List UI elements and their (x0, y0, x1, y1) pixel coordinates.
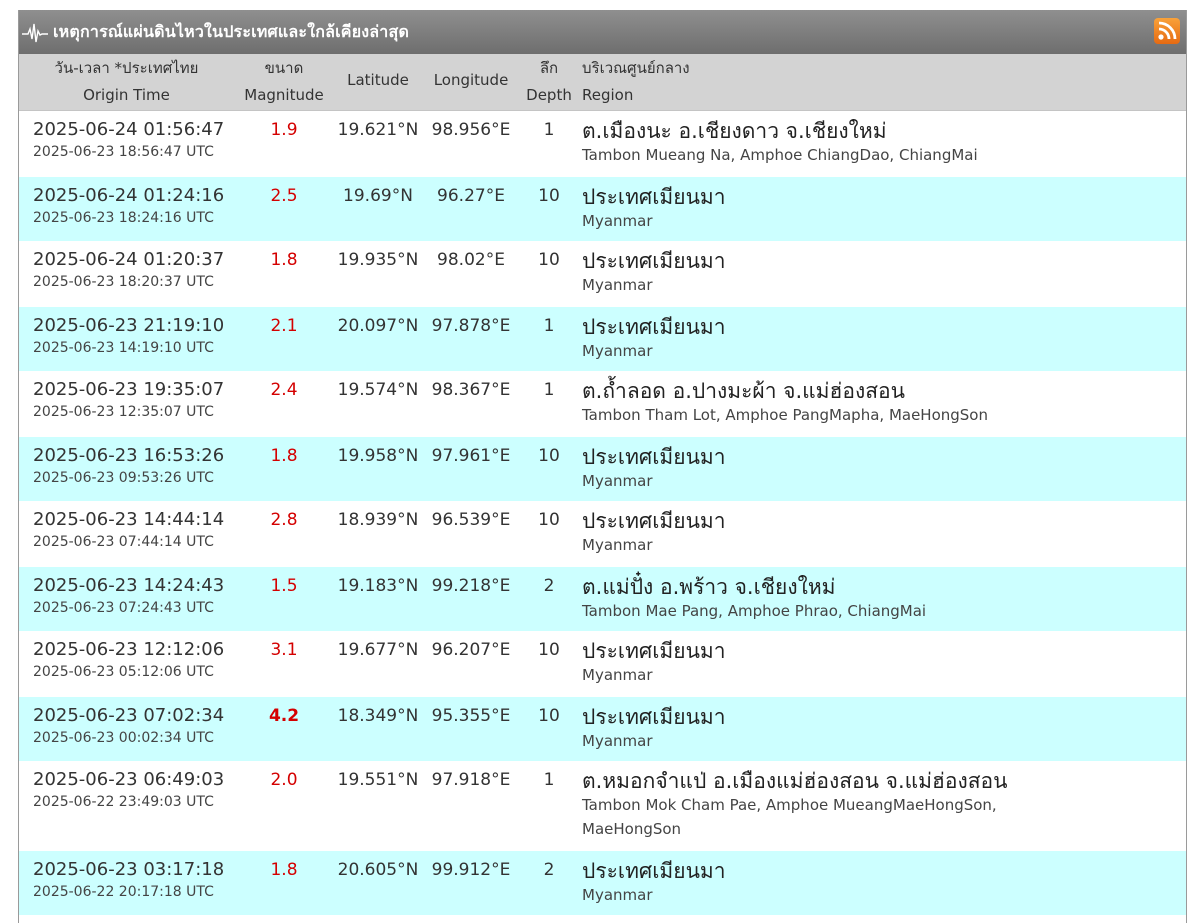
longitude-value: 96.539°E (431, 510, 511, 530)
region-english: Myanmar (582, 886, 653, 904)
origin-time-cell (19, 111, 234, 177)
latitude-value: 19.621°N (337, 120, 419, 140)
local-time: 2025-06-23 14:44:14 (33, 509, 225, 530)
local-time: 2025-06-24 01:20:37 (33, 249, 225, 270)
region-thai: ประเทศเมียนมา (582, 315, 726, 339)
longitude-value: 97.878°E (431, 316, 511, 336)
header-depth: ลึก Depth (526, 59, 572, 104)
latitude-cell (334, 111, 422, 177)
depth-cell (520, 501, 578, 567)
region-thai: ต.เมืองนะ อ.เชียงดาว จ.เชียงใหม่ (582, 119, 887, 143)
longitude-value: 99.912°E (431, 860, 511, 880)
origin-time-cell (19, 501, 234, 567)
table-row (19, 177, 1186, 241)
local-time: 2025-06-23 07:02:34 (33, 705, 225, 726)
utc-time: 2025-06-23 05:12:06 UTC (33, 664, 214, 680)
table-row (19, 111, 1186, 177)
local-time: 2025-06-24 01:56:47 (33, 119, 225, 140)
origin-time-cell (19, 307, 234, 371)
region-thai: ต.หมอกจำแป่ อ.เมืองแม่ฮ่องสอน จ.แม่ฮ่องสอน (582, 769, 1008, 793)
header-magnitude: ขนาด Magnitude (244, 59, 324, 104)
local-time: 2025-06-23 16:53:26 (33, 445, 225, 466)
depth-value: 1 (543, 770, 555, 790)
region-english: Myanmar (582, 212, 653, 230)
utc-time: 2025-06-22 20:17:18 UTC (33, 884, 214, 900)
utc-time: 2025-06-23 07:44:14 UTC (33, 534, 214, 550)
magnitude-value: 2.5 (270, 186, 298, 206)
magnitude-value: 2.0 (270, 770, 298, 790)
region-english: Tambon Tham Lot, Amphoe PangMapha, MaeHongSon (582, 406, 988, 424)
latitude-value: 18.349°N (337, 706, 419, 726)
longitude-value: 98.02°E (437, 250, 505, 270)
longitude-cell (422, 371, 520, 437)
magnitude-cell (234, 437, 334, 501)
depth-cell (520, 851, 578, 915)
region-thai: ประเทศเมียนมา (582, 509, 726, 533)
local-time: 2025-06-24 01:24:16 (33, 185, 225, 206)
magnitude-value: 2.1 (270, 316, 298, 336)
region-thai: ต.แม่ปั๋ง อ.พร้าว จ.เชียงใหม่ (582, 575, 836, 599)
depth-cell (520, 567, 578, 631)
utc-time: 2025-06-23 18:24:16 UTC (33, 210, 214, 226)
depth-cell (520, 761, 578, 851)
longitude-cell (422, 631, 520, 697)
local-time: 2025-06-23 21:19:10 (33, 315, 225, 336)
latitude-cell (334, 241, 422, 307)
origin-time-cell (19, 241, 234, 307)
table-row (19, 761, 1186, 851)
magnitude-value: 4.2 (268, 706, 300, 726)
magnitude-value: 1.8 (270, 446, 298, 466)
magnitude-cell (234, 307, 334, 371)
local-time: 2025-06-23 12:12:06 (33, 639, 225, 660)
magnitude-value: 1.9 (270, 120, 298, 140)
magnitude-value: 1.5 (270, 576, 298, 596)
header-longitude: Longitude (433, 71, 509, 89)
utc-time: 2025-06-22 23:49:03 UTC (33, 794, 214, 810)
local-time: 2025-06-23 03:17:18 (33, 859, 225, 880)
latitude-value: 19.69°N (343, 186, 413, 206)
header-origin-time: วัน-เวลา *ประเทศไทย Origin Time (54, 59, 199, 104)
longitude-value: 95.355°E (431, 706, 511, 726)
longitude-cell (422, 697, 520, 761)
earthquake-panel (18, 10, 1187, 923)
region-thai: ประเทศเมียนมา (582, 185, 726, 209)
region-english: Tambon Mok Cham Pae, Amphoe MueangMaeHongSon, MaeHongSon (582, 796, 997, 838)
seismograph-icon (21, 20, 49, 44)
longitude-cell (422, 851, 520, 915)
magnitude-value: 1.8 (270, 250, 298, 270)
magnitude-value: 1.8 (270, 860, 298, 880)
region-thai: ประเทศเมียนมา (582, 859, 726, 883)
latitude-value: 19.677°N (337, 640, 419, 660)
region-thai: ประเทศเมียนมา (582, 639, 726, 663)
table-row (19, 501, 1186, 567)
depth-value: 10 (538, 640, 560, 660)
latitude-cell (334, 697, 422, 761)
region-thai: ต.ถ้ำลอด อ.ปางมะผ้า จ.แม่ฮ่องสอน (582, 379, 905, 403)
origin-time-cell (19, 567, 234, 631)
region-cell (578, 631, 1186, 697)
latitude-value: 20.097°N (337, 316, 419, 336)
magnitude-value: 2.8 (270, 510, 298, 530)
table-row (19, 307, 1186, 371)
latitude-cell (334, 371, 422, 437)
latitude-cell (334, 761, 422, 851)
latitude-cell (334, 307, 422, 371)
depth-cell (520, 241, 578, 307)
depth-cell (520, 631, 578, 697)
longitude-cell (422, 241, 520, 307)
region-cell (578, 567, 1186, 631)
magnitude-cell (234, 111, 334, 177)
magnitude-value: 3.1 (270, 640, 298, 660)
origin-time-cell (19, 177, 234, 241)
longitude-cell (422, 111, 520, 177)
region-english: Tambon Mae Pang, Amphoe Phrao, ChiangMai (582, 602, 927, 620)
table-row (19, 241, 1186, 307)
depth-value: 1 (543, 380, 555, 400)
longitude-cell (422, 501, 520, 567)
utc-time: 2025-06-23 18:56:47 UTC (33, 144, 214, 160)
region-cell (578, 111, 1186, 177)
region-english: Myanmar (582, 732, 653, 750)
longitude-cell (422, 437, 520, 501)
region-cell (578, 761, 1186, 851)
longitude-value: 97.918°E (431, 770, 511, 790)
region-cell (578, 501, 1186, 567)
local-time: 2025-06-23 06:49:03 (33, 769, 225, 790)
latitude-cell (334, 631, 422, 697)
longitude-value: 98.956°E (431, 120, 511, 140)
region-english: Myanmar (582, 276, 653, 294)
longitude-cell (422, 307, 520, 371)
magnitude-cell (234, 177, 334, 241)
origin-time-cell (19, 697, 234, 761)
depth-value: 10 (538, 706, 560, 726)
region-english: Myanmar (582, 342, 653, 360)
region-cell (578, 851, 1186, 915)
earthquake-list (19, 111, 1186, 915)
table-row (19, 371, 1186, 437)
origin-time-cell (19, 631, 234, 697)
longitude-cell (422, 761, 520, 851)
region-cell (578, 307, 1186, 371)
latitude-cell (334, 437, 422, 501)
origin-time-cell (19, 851, 234, 915)
utc-time: 2025-06-23 00:02:34 UTC (33, 730, 214, 746)
region-english: Myanmar (582, 472, 653, 490)
magnitude-cell (234, 761, 334, 851)
panel-header (19, 10, 1186, 54)
longitude-value: 97.961°E (431, 446, 511, 466)
latitude-value: 19.935°N (337, 250, 419, 270)
latitude-value: 19.958°N (337, 446, 419, 466)
depth-value: 10 (538, 446, 560, 466)
region-cell (578, 241, 1186, 307)
utc-time: 2025-06-23 18:20:37 UTC (33, 274, 214, 290)
utc-time: 2025-06-23 09:53:26 UTC (33, 470, 214, 486)
header-latitude: Latitude (347, 71, 409, 89)
latitude-value: 18.939°N (337, 510, 419, 530)
region-cell (578, 697, 1186, 761)
magnitude-cell (234, 501, 334, 567)
magnitude-cell (234, 567, 334, 631)
panel-title: เหตุการณ์แผ่นดินไหวในประเทศและใกล้เคียงล่าสุด (53, 21, 410, 41)
depth-value: 10 (538, 186, 560, 206)
utc-time: 2025-06-23 14:19:10 UTC (33, 340, 214, 356)
magnitude-value: 2.4 (270, 380, 298, 400)
magnitude-cell (234, 631, 334, 697)
depth-cell (520, 177, 578, 241)
origin-time-cell (19, 371, 234, 437)
latitude-cell (334, 567, 422, 631)
depth-value: 2 (543, 860, 555, 880)
region-thai: ประเทศเมียนมา (582, 249, 726, 273)
magnitude-cell (234, 697, 334, 761)
region-english: Myanmar (582, 666, 653, 684)
latitude-cell (334, 177, 422, 241)
rss-feed-icon[interactable] (1154, 18, 1180, 44)
latitude-value: 19.551°N (337, 770, 419, 790)
local-time: 2025-06-23 19:35:07 (33, 379, 225, 400)
longitude-value: 96.207°E (431, 640, 511, 660)
local-time: 2025-06-23 14:24:43 (33, 575, 225, 596)
longitude-value: 99.218°E (431, 576, 511, 596)
region-english: Myanmar (582, 536, 653, 554)
latitude-value: 20.605°N (337, 860, 419, 880)
table-row (19, 631, 1186, 697)
latitude-cell (334, 501, 422, 567)
depth-cell (520, 371, 578, 437)
utc-time: 2025-06-23 07:24:43 UTC (33, 600, 214, 616)
longitude-cell (422, 567, 520, 631)
depth-cell (520, 697, 578, 761)
longitude-cell (422, 177, 520, 241)
latitude-value: 19.574°N (337, 380, 419, 400)
depth-value: 2 (543, 576, 555, 596)
longitude-value: 98.367°E (431, 380, 511, 400)
table-header (19, 54, 1186, 111)
region-cell (578, 437, 1186, 501)
magnitude-cell (234, 371, 334, 437)
magnitude-cell (234, 241, 334, 307)
latitude-value: 19.183°N (337, 576, 419, 596)
longitude-value: 96.27°E (437, 186, 505, 206)
region-thai: ประเทศเมียนมา (582, 705, 726, 729)
region-thai: ประเทศเมียนมา (582, 445, 726, 469)
table-row (19, 437, 1186, 501)
magnitude-cell (234, 851, 334, 915)
depth-value: 10 (538, 250, 560, 270)
table-row (19, 851, 1186, 915)
depth-value: 10 (538, 510, 560, 530)
depth-cell (520, 437, 578, 501)
origin-time-cell (19, 761, 234, 851)
origin-time-cell (19, 437, 234, 501)
latitude-cell (334, 851, 422, 915)
depth-cell (520, 111, 578, 177)
table-row (19, 567, 1186, 631)
region-cell (578, 177, 1186, 241)
utc-time: 2025-06-23 12:35:07 UTC (33, 404, 214, 420)
depth-value: 1 (543, 120, 555, 140)
table-row (19, 697, 1186, 761)
region-cell (578, 371, 1186, 437)
depth-value: 1 (543, 316, 555, 336)
header-region: บริเวณศูนย์กลาง Region (582, 59, 690, 104)
depth-cell (520, 307, 578, 371)
region-english: Tambon Mueang Na, Amphoe ChiangDao, ChiangMai (582, 146, 978, 164)
